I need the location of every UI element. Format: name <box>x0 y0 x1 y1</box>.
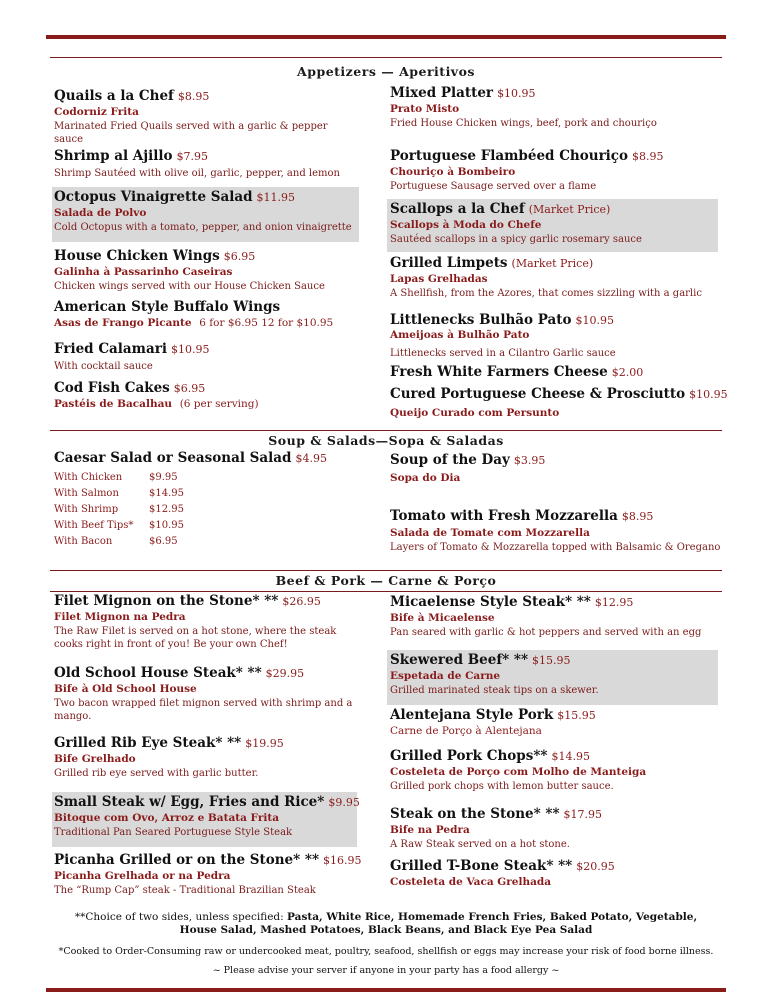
menu-item-steak-stone: Steak on the Stone* ** $17.95 Bife na Pedra A Raw Steak served on a hot stone. <box>390 806 603 850</box>
section-title-beef-pork: Beef & Pork — Carne & Porço <box>275 573 497 588</box>
menu-item-t-bone: Grilled T-Bone Steak* ** $20.95 Costeleta de Vaca Grelhada <box>390 858 615 888</box>
section-title-soups: Soup & Salads—Sopa & Saladas <box>268 433 504 448</box>
menu-item-chourico: Portuguese Flambéed Chouriço $8.95 Chouriço à Bombeiro Portuguese Sausage served over a flame <box>390 148 664 192</box>
sides-note: **Choice of two sides, unless specified: Pasta, White Rice, Homemade French Fries, Baked Potato, Vegetable, House Salad, Mashed Potatoes, Black Beans, and Black Eye Pea Salad <box>74 911 698 936</box>
divider <box>50 591 722 592</box>
salad-option: With Shrimp $12.95 <box>54 504 184 515</box>
menu-item-octopus: Octopus Vinaigrette Salad $11.95 Salada de Polvo Cold Octopus with a tomato, pepper, and onion vinaigrette <box>52 187 359 242</box>
menu-item-filet-mignon: Filet Mignon on the Stone* ** $26.95 Filet Mignon na Pedra The Raw Filet is served on a hot stone, where the steak cooks right in front of you! Be your own Chef! <box>54 593 337 650</box>
divider <box>50 430 722 431</box>
divider <box>50 57 722 58</box>
menu-item-picanha: Picanha Grilled or on the Stone* ** $16.95 Picanha Grelhada or na Pedra The “Rump Cap” steak - Traditional Brazilian Steak <box>54 852 362 896</box>
top-border <box>46 35 726 39</box>
menu-item-old-school-steak: Old School House Steak* ** $29.95 Bife à Old School House Two bacon wrapped filet mignon served with shrimp and a mango. <box>54 665 353 722</box>
divider <box>50 570 722 571</box>
bottom-border <box>46 988 726 992</box>
menu-item-small-steak: Small Steak w/ Egg, Fries and Rice* $9.95 Bitoque com Ovo, Arroz e Batata Frita Traditional Pan Seared Portuguese Style Steak <box>52 792 357 847</box>
menu-item-quails: Quails a la Chef $8.95 Codorniz Frita Marinated Fried Quails served with a garlic & pepper sauce <box>54 88 328 145</box>
menu-item-caesar-salad: Caesar Salad or Seasonal Salad $4.95 With Chicken $9.95 With Salmon $14.95 With Shrimp $12.95 With Beef Tips* $10.95 With Bacon $6.95 <box>54 450 374 550</box>
consumption-warning: *Cooked to Order-Consuming raw or undercooked meat, poultry, seafood, shellfish or eggs may increase your risk of food borne illness. <box>58 946 714 957</box>
menu-item-chicken-wings: House Chicken Wings $6.95 Galinha à Passarinho Caseiras Chicken wings served with our House Chicken Sauce <box>54 248 325 292</box>
menu-item-farmers-cheese: Fresh White Farmers Cheese $2.00 <box>390 364 644 380</box>
salad-option: With Chicken $9.95 <box>54 472 178 483</box>
menu-item-micaelense-steak: Micaelense Style Steak* ** $12.95 Bife à Micaelense Pan seared with garlic & hot peppers and served with an egg <box>390 594 702 638</box>
menu-item-shrimp: Shrimp al Ajillo $7.95 Shrimp Sautéed with olive oil, garlic, pepper, and lemon <box>54 148 340 179</box>
menu-item-skewered-beef: Skewered Beef* ** $15.95 Espetada de Carne Grilled marinated steak tips on a skewer. <box>387 650 718 705</box>
menu-item-buffalo-wings: American Style Buffalo Wings Asas de Frango Picante 6 for $6.95 12 for $10.95 <box>54 299 334 329</box>
menu-item-scallops: Scallops a la Chef (Market Price) Scallops à Moda do Chefe Sautéed scallops in a spicy garlic rosemary sauce <box>387 199 718 252</box>
menu-item-soup-of-day: Soup of the Day $3.95 Sopa do Dia <box>390 452 546 484</box>
menu-item-cod-fish-cakes: Cod Fish Cakes $6.95 Pastéis de Bacalhau (6 per serving) <box>54 380 259 410</box>
menu-item-pork-chops: Grilled Pork Chops** $14.95 Costeleta de Porço com Molho de Manteiga Grilled pork chops with lemon butter sauce. <box>390 748 647 792</box>
menu-item-alentejana-pork: Alentejana Style Pork $15.95 Carne de Porço à Alentejana <box>390 707 596 737</box>
menu-item-mixed-platter: Mixed Platter $10.95 Prato Misto Fried House Chicken wings, beef, pork and chouriço <box>390 85 657 129</box>
menu-item-littlenecks: Littlenecks Bulhão Pato $10.95 Ameijoas à Bulhão Pato Littlenecks served in a Cilantro Garlic sauce <box>390 312 616 359</box>
section-title-appetizers: Appetizers — Aperitivos <box>297 64 475 79</box>
menu-item-rib-eye: Grilled Rib Eye Steak* ** $19.95 Bife Grelhado Grilled rib eye served with garlic butter. <box>54 735 284 779</box>
menu-item-cured-cheese: Cured Portuguese Cheese & Prosciutto $10.95 Queijo Curado com Persunto <box>390 386 728 419</box>
allergy-note: ~ Please advise your server if anyone in your party has a food allergy ~ <box>212 965 560 976</box>
salad-option: With Bacon $6.95 <box>54 536 178 547</box>
salad-option: With Beef Tips* $10.95 <box>54 520 184 531</box>
menu-item-calamari: Fried Calamari $10.95 With cocktail sauce <box>54 341 210 372</box>
menu-item-limpets: Grilled Limpets (Market Price) Lapas Grelhadas A Shellfish, from the Azores, that comes sizzling with a garlic <box>390 255 702 299</box>
menu-item-tomato-mozzarella: Tomato with Fresh Mozzarella $8.95 Salada de Tomate com Mozzarella Layers of Tomato & Mozzarella topped with Balsamic & Oregano <box>390 508 721 553</box>
salad-option: With Salmon $14.95 <box>54 488 184 499</box>
